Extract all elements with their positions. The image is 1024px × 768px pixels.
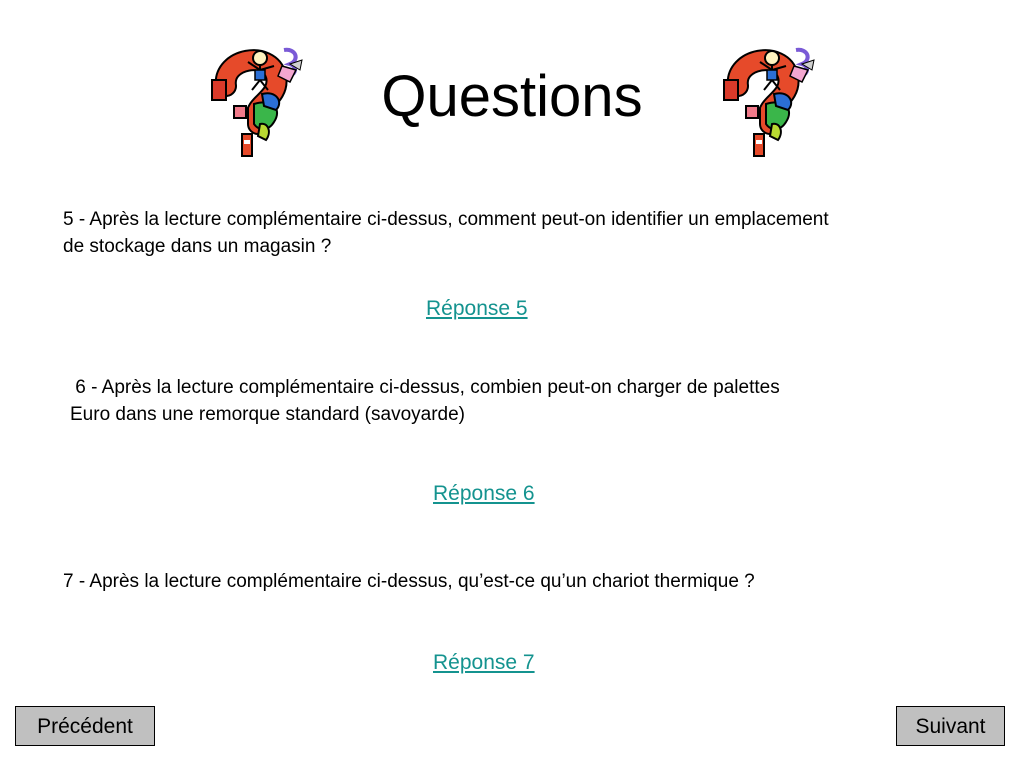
question-6-text	[70, 374, 970, 428]
question-6-line-1: 6 - Après la lecture complémentaire ci-dessus, combien peut-on charger de palettes	[70, 377, 780, 398]
question-5-line-2: de stockage dans un magasin ?	[63, 236, 332, 257]
previous-button[interactable]: Précédent	[15, 706, 155, 746]
question-7-line-1: 7 - Après la lecture complémentaire ci-dessus, qu’est-ce qu’un chariot thermique ?	[63, 571, 755, 592]
answer-7-link[interactable]: Réponse 7	[433, 651, 535, 674]
answer-5-link[interactable]: Réponse 5	[426, 297, 528, 320]
question-5-line-1: 5 - Après la lecture complémentaire ci-dessus, comment peut-on identifier un emplacement	[63, 209, 829, 230]
answer-6-link[interactable]: Réponse 6	[433, 482, 535, 505]
question-6-line-2: Euro dans une remorque standard (savoyarde)	[70, 404, 466, 425]
question-7-text	[63, 568, 993, 595]
next-button[interactable]: Suivant	[896, 706, 1005, 746]
question-mark-clipart-icon	[716, 44, 816, 160]
page-title: Questions	[381, 64, 643, 129]
question-5-text	[63, 206, 993, 260]
